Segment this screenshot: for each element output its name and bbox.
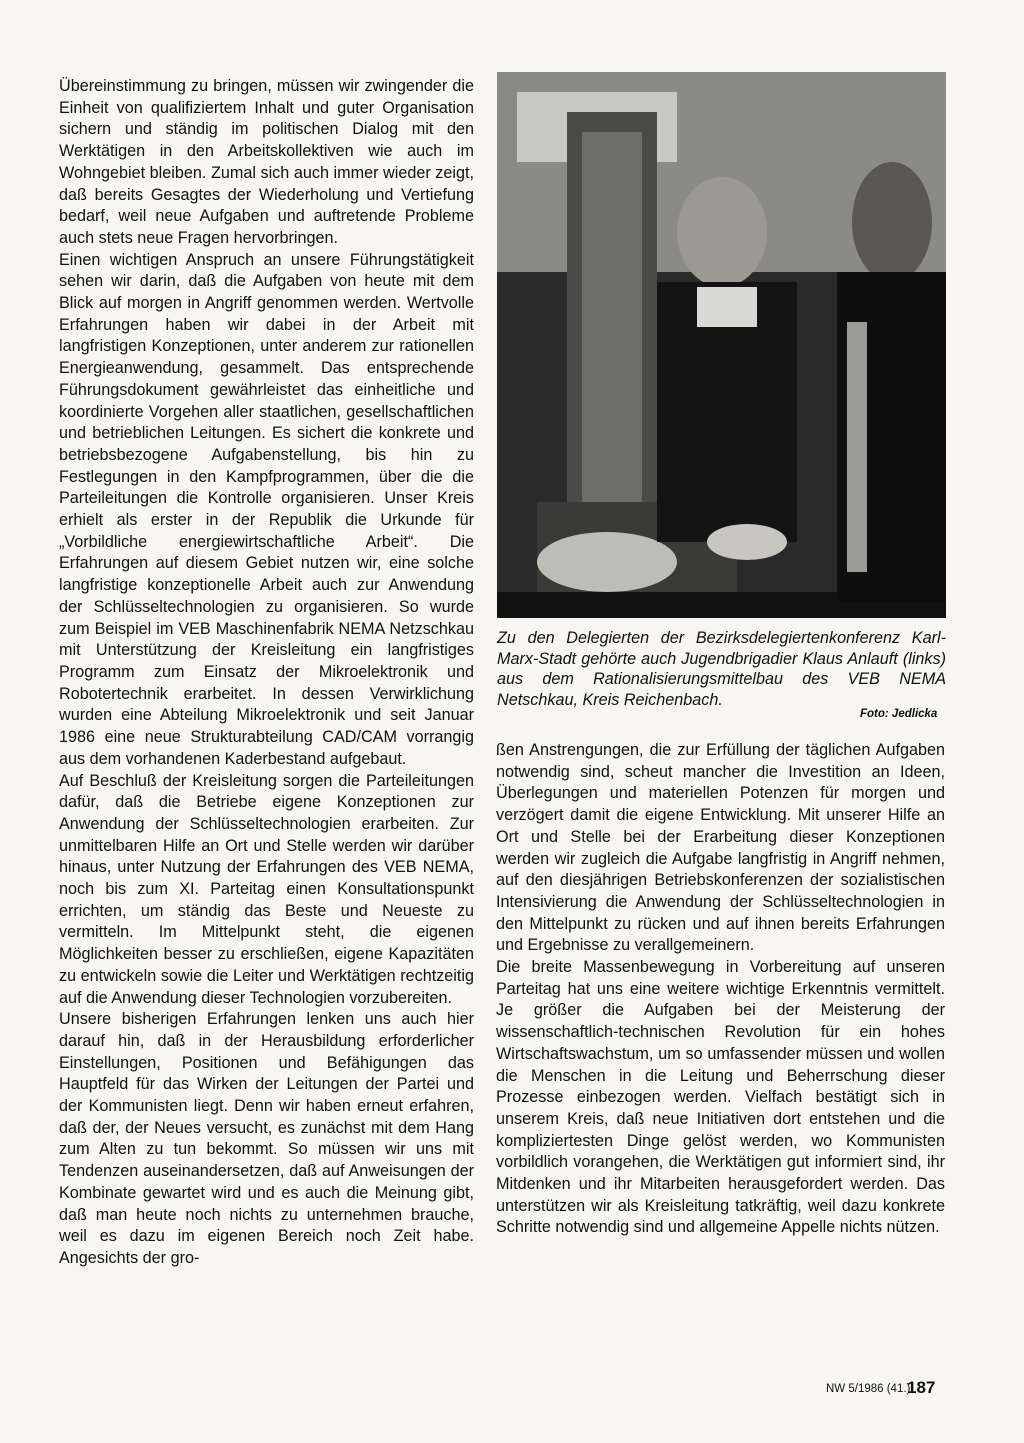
right-text-column xyxy=(496,740,945,1239)
photo-caption: Zu den Delegierten der Bezirksdelegiertenkonferenz Karl-Marx-Stadt gehörte auch Jugendbrigadier Klaus Anlauft (links) aus dem Rationalisierungsmittelbau des VEB NEMA Netschkau, Kreis Reichenbach. xyxy=(497,629,946,709)
paragraph: Einen wichtigen Anspruch an unsere Führungstätigkeit sehen wir darin, daß die Aufgaben von heute mit dem Blick auf morgen in Angriff genommen werden. Wertvolle Erfahrungen haben wir dabei in der Arbeit mit langfristigen Konzeptionen, unter anderem zur rationellen Energieanwendung, gesammelt. Das entsprechende Führungsdokument gewährleistet das einheitliche und koordinierte Vorgehen aller staatlichen, gesellschaftlichen und betrieblichen Leitungen. Es sichert die konkrete und betriebsbezogene Aufgabenstellung, bis hin zu Festlegungen in den Kampfprogrammen, über die die Parteileitungen die Kontrolle organisieren. Unser Kreis erhielt als erster in der Republik die Urkunde für „Vorbildliche energiewirtschaftliche Arbeit“. Die Erfahrungen auf diesem Gebiet nutzen wir, eine solche langfristige konzeptionelle Arbeit auch zur Anwendung der Schlüsseltechnologien zu organisieren. So wurde zum Beispiel im VEB Maschinenfabrik NEMA Netzschkau mit Unterstützung der Kreisleitung ein langfristiges Programm zum Einsatz der Mikroelektronik und Robotertechnik erarbeitet. In dessen Verwirklichung wurden eine Abteilung Mikroelektronik und seit Januar 1986 eine neue Strukturabteilung CAD/CAM vorrangig aus dem vorhandenen Kaderbestand aufgebaut. xyxy=(59,250,474,768)
issue-reference: NW 5/1986 (41.) xyxy=(826,1383,911,1395)
photo-credit: Foto: Jedlicka xyxy=(860,708,938,720)
paragraph: Die breite Massenbewegung in Vorbereitung auf unseren Parteitag hat uns eine weitere wichtige Erkenntnis vermittelt. Je größer die Aufgaben bei der Meisterung der wissenschaftlich-technischen Revolution für ein hohes Wirtschaftswachstum, um so umfassender müssen und wollen die Menschen in die Leitung und Beherrschung dieser Prozesse einbezogen werden. Vielfach bestätigt sich in unserem Kreis, daß neue Initiativen dort entstehen und die kompliziertesten Dinge gelöst werden, wo Kommunisten vorbildlich vorangehen, die Werktätigen gut informiert sind, ihr Mitdenken und ihr Mitarbeiten herausgefordert werden. Das unterstützen wir als Kreisleitung tatkräftig, weil dazu konkrete Schritte notwendig sind und allgemeine Appelle nichts nützen. xyxy=(496,958,945,1237)
paragraph: ßen Anstrengungen, die zur Erfüllung der täglichen Aufgaben notwendig sind, scheut mancher die Investition an Ideen, Überlegungen und materiellen Potenzen für morgen und verzögert damit die eigene Entwicklung. Mit unserer Hilfe an Ort und Stelle bei der Erarbeitung dieser Konzeptionen werden wir zugleich die Aufgabe langfristig in Angriff nehmen, auf den diesjährigen Betriebskonferenzen der sozialistischen Intensivierung die Anwendung der Schlüsseltechnologien in den Mittelpunkt zu rücken und auf ihnen bereits Erfahrungen und Ergebnisse zu verallgemeinern. xyxy=(496,741,945,955)
paragraph: Auf Beschluß der Kreisleitung sorgen die Parteileitungen dafür, daß die Betriebe eigene Konzeptionen zur Anwendung der Schlüsseltechnologien erarbeiten. Zur unmittelbaren Hilfe an Ort und Stelle werden wir darüber hinaus, unter Nutzung der Erfahrungen des VEB NEMA, noch bis zum XI. Parteitag einen Konsultationspunkt errichten, um ständig das Beste und Neueste zu vermitteln. Im Mittelpunkt steht, die eigenen Möglichkeiten besser zu erschließen, eigene Kapazitäten zu entwickeln sowie die Leiter und Werktätigen rechtzeitig auf die Anwendung dieser Technologien vorzubereiten. xyxy=(59,771,474,1007)
page-number: 187 xyxy=(907,1378,936,1397)
paragraph: Unsere bisherigen Erfahrungen lenken uns auch hier darauf hin, daß in der Herausbildung erforderlicher Einstellungen, Positionen und Befähigungen das Hauptfeld für das Wirken der Leitungen der Partei und der Kommunisten liegt. Denn wir haben erneut erfahren, daß der, der Neues versucht, es zunächst mit dem Hang zum Alten zu tun bekommt. So müssen wir uns mit Tendenzen auseinandersetzen, daß auf Anweisungen der Kombinate gewartet wird und es auch die Meinung gibt, daß man heute noch nichts zu unternehmen brauche, weil es dazu im eigenen Bereich noch Zeit habe. Angesichts der gro- xyxy=(59,1010,474,1267)
paragraph: Übereinstimmung zu bringen, müssen wir zwingender die Einheit von qualifiziertem Inhalt und guter Organisation sichern und ständig im politischen Dialog mit den Werktätigen in den Arbeitskollektiven wie auch im Wohngebiet bleiben. Zumal sich auch immer wieder zeigt, daß bereits Gesagtes der Wiederholung und Vertiefung bedarf, weil neue Aufgaben und auftretende Probleme auch stets neue Fragen hervorbringen. xyxy=(59,77,474,247)
left-text-column xyxy=(59,76,474,1270)
workshop-photo xyxy=(497,72,946,618)
